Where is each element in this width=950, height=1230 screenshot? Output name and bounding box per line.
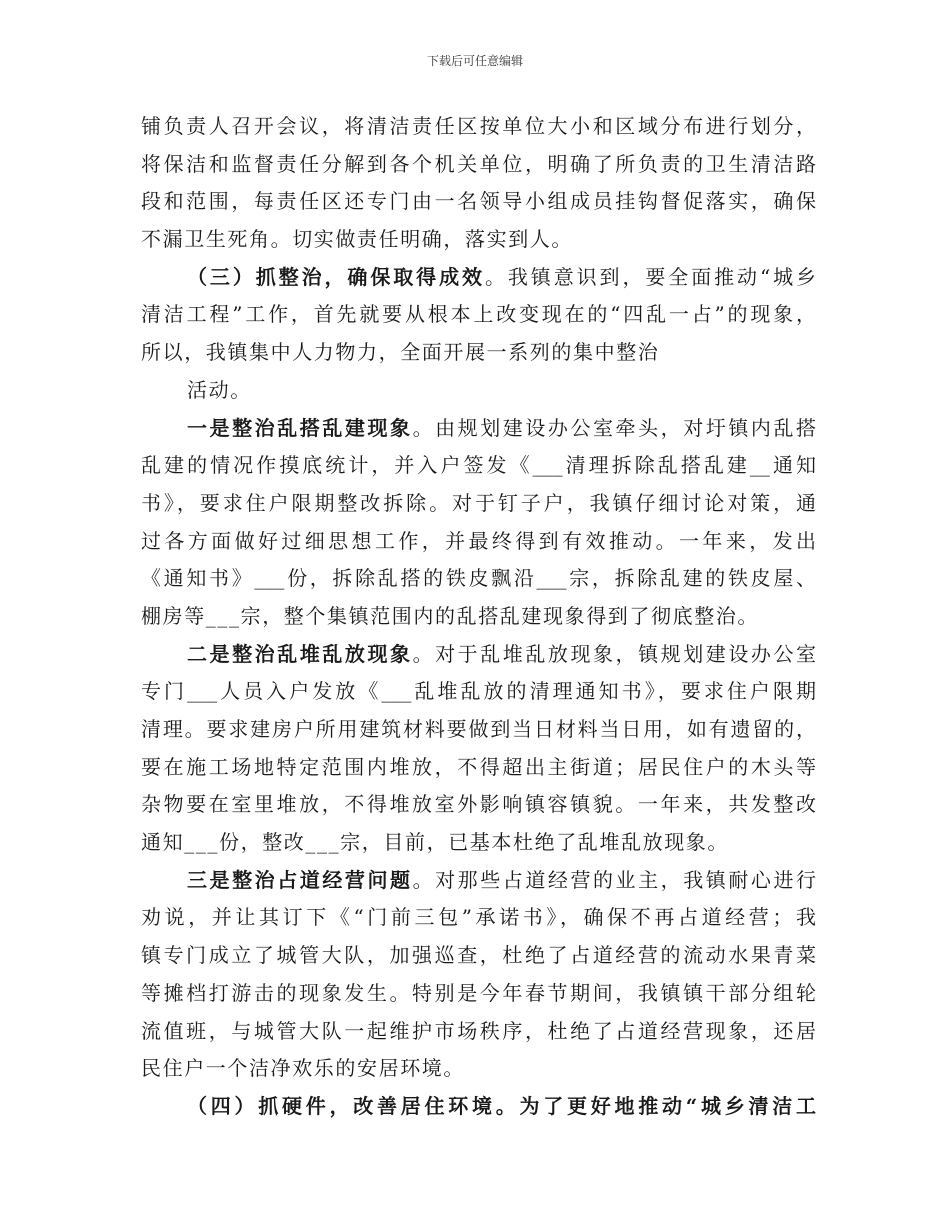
text-line: 劝说，并让其订下《“门前三包”承诺书》，确保不再占道经营；我 [141,905,816,930]
text-line: 流值班，与城管大队一起维护市场秩序，杜绝了占道经营现象，还居 [141,1018,816,1043]
text-line: 《通知书》___份，拆除乱搭的铁皮飘沿___宗，拆除乱建的铁皮屋、 [141,566,816,591]
page-header: 下载后可任意编辑 [426,54,523,68]
text-line: 清洁工程”工作，首先就要从根本上改变现在的“四乱一占”的现象， [141,302,816,327]
text-line: 活动。 [187,377,252,402]
text-line: 将保洁和监督责任分解到各个机关单位，明确了所负责的卫生清洁路 [141,151,816,176]
text-line: 铺负责人召开会议，将清洁责任区按单位大小和区域分布进行划分， [141,114,816,138]
text-line: 清理。要求建房户所用建筑材料要做到当日材料当日用，如有遗留的， [141,717,816,741]
text-line: 书》，要求住户限期整改拆除。对于钉子户，我镇仔细讨论对策，通 [141,490,816,515]
text-line: 镇专门成立了城管大队，加强巡查，杜绝了占道经营的流动水果青菜 [141,943,816,968]
text-line: 专门___人员入户发放《___乱堆乱放的清理通知书》，要求住户限期 [141,679,816,704]
text-line: 等摊档打游击的现象发生。特别是今年春节期间，我镇镇干部分组轮 [141,980,816,1005]
text-line: 通知___份，整改___宗，目前，已基本杜绝了乱堆乱放现象。 [141,830,729,855]
text-line: 杂物要在室里堆放，不得堆放室外影响镇容镇貌。一年来，共发整改 [141,792,816,817]
text-line: 段和范围，每责任区还专门由一名领导小组成员挂钩督促落实，确保 [141,189,816,214]
document-body [141,108,816,1126]
text-line: 要在施工场地特定范围内堆放，不得超出主街道；居民住户的木头等 [141,754,816,779]
paragraph-heading-line: （四）抓硬件，改善居住环境。为了更好地推动“城乡清洁工 [187,1093,816,1118]
text-line: 棚房等___宗，整个集镇范围内的乱搭乱建现象得到了彻底整治。 [141,603,759,628]
paragraph-heading-line: （三）抓整治，确保取得成效。我镇意识到，要全面推动“城乡 [187,264,817,289]
text-line: 所以，我镇集中人力物力，全面开展一系列的集中整治 [141,340,660,365]
text-line: 过各方面做好过细思想工作，并最终得到有效推动。一年来，发出 [141,528,816,553]
paragraph-heading-line: 三是整治占道经营问题。对那些占道经营的业主，我镇耐心进行 [187,867,817,892]
text-line: 不漏卫生死角。切实做责任明确，落实到人。 [141,227,573,252]
paragraph-heading-line: 二是整治乱堆乱放现象。对于乱堆乱放现象，镇规划建设办公室 [187,641,817,666]
text-line: 民住户一个洁净欢乐的安居环境。 [141,1056,465,1081]
paragraph-heading-line: 一是整治乱搭乱建现象。由规划建设办公室牵头，对圩镇内乱搭 [187,415,817,440]
text-line: 乱建的情况作摸底统计，并入户签发《___清理拆除乱搭乱建__通知 [141,453,816,478]
